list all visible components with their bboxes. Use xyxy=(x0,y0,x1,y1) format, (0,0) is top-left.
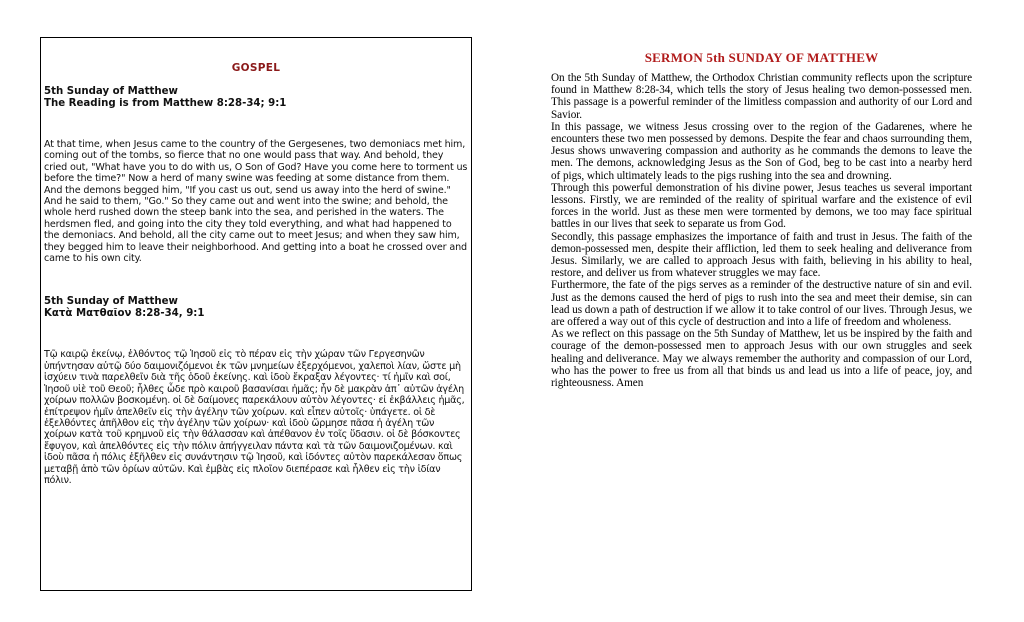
sermon-paragraph: As we reflect on this passage on the 5th Sunday of Matthew, let us be inspired by the faith and courage of the demon-possessed men to approach Jesus with our own struggles and seek healing and deliverance. May we always remember the authority and compassion of our Lord, who has the power to free us from all that binds us and lead us into a life of peace, joy, and righteousness. Amen xyxy=(551,328,972,390)
sermon-title: SERMON 5th SUNDAY OF MATTHEW xyxy=(644,50,879,65)
english-reading-text: At that time, when Jesus came to the country of the Gergesenes, two demoniacs met him, coming out of the tombs, so fierce that no one would pass that way. And behold, they cried out, "What have you to do with us, O Son of God? Have you come here to torment us before the time?" Now a herd of many swine was feeding at some distance from them. And the demons begged him, "If you cast us out, send us away into the herd of swine." And he said to them, "Go." So they came out and went into the swine; and behold, the whole herd rushed down the steep bank into the sea, and perished in the waters. The herdsmen fled, and going into the city they told everything, and what had happened to the demoniacs. And behold, all the city came out to meet Jesus; and when they saw him, they begged him to leave their neighborhood. And getting into a boat he crossed over and came to his own city. xyxy=(44,139,468,265)
greek-heading-day: 5th Sunday of Matthew xyxy=(44,296,178,308)
english-heading-day: 5th Sunday of Matthew xyxy=(44,86,178,97)
sermon-paragraph: Secondly, this passage emphasizes the importance of faith and trust in Jesus. The faith of the demon-possessed men, despite their affliction, led them to seek healing and deliverance from Jesus. Similarly, we are called to approach Jesus with faith, believing in his ability to heal, restore, and deliver us from whatever struggles we may face. xyxy=(551,230,972,280)
gospel-panel xyxy=(40,37,472,591)
sermon-paragraph: In this passage, we witness Jesus crossing over to the region of the Gadarenes, where he encounters these two men possessed by demons. Despite the fear and chaos surrounding them, Jesus shows unwavering compassion and authority as he commands the demons to leave the men. The demons, acknowledging Jesus as the Son of God, beg to be cast into a nearby herd of pigs, which ultimately leads to the pigs rushing into the sea and drowning. xyxy=(551,120,972,182)
sermon-paragraph: Through this powerful demonstration of his divine power, Jesus teaches us several important lessons. Firstly, we are reminded of the reality of spiritual warfare and the existence of evil forces in the world. Just as these men were tormented by demons, we too may face spiritual battles in our lives that seek to separate us from God. xyxy=(551,181,972,231)
greek-reading-text: Τῷ καιρῷ ἐκείνῳ, ἐλθόντος τῷ Ἰησοῦ εἰς τὸ πέραν εἰς τὴν χώραν τῶν Γεργεσηνῶν ὑπήντησαν αὐτῷ δύο δαιμονιζόμενοι ἐκ τῶν μνημείων ἐξερχόμενοι, χαλεποὶ λίαν, ὥστε μὴ ἰσχύειν τινὰ παρελθεῖν διὰ τῆς ὁδοῦ ἐκείνης. καὶ ἰδοὺ ἔκραξαν λέγοντες· τί ἡμῖν καὶ σοί, Ἰησοῦ υἱὲ τοῦ Θεοῦ; ἦλθες ὧδε πρὸ καιροῦ βασανίσαι ἡμᾶς; ἦν δὲ μακρὰν ἀπ᾿ αὐτῶν ἀγέλη χοίρων πολλῶν βοσκομένη. οἱ δὲ δαίμονες παρεκάλουν αὐτὸν λέγοντες· εἰ ἐκβάλλεις ἡμᾶς, ἐπίτρεψον ἡμῖν ἀπελθεῖν εἰς τὴν ἀγέλην τῶν χοίρων. καὶ εἶπεν αὐτοῖς· ὑπάγετε. οἱ δὲ ἐξελθόντες ἀπῆλθον εἰς τὴν ἀγέλην τῶν χοίρων· καὶ ἰδοὺ ὥρμησε πᾶσα ἡ ἀγέλη τῶν χοίρων κατὰ τοῦ κρημνοῦ εἰς τὴν θάλασσαν καὶ ἀπέθανον ἐν τοῖς ὕδασιν. οἱ δὲ βόσκοντες ἔφυγον, καὶ ἀπελθόντες εἰς τὴν πόλιν ἀπήγγειλαν πάντα καὶ τὰ τῶν δαιμονιζομένων. καὶ ἰδοὺ πᾶσα ἡ πόλις ἐξῆλθεν εἰς συνάντησιν τῷ Ἰησοῦ, καὶ ἰδόντες αὐτὸν παρεκάλεσαν ὅπως μεταβῇ ἀπὸ τῶν ὁρίων αὐτῶν. Καὶ ἐμβὰς εἰς πλοῖον διεπέρασε καὶ ἦλθεν εἰς τὴν ἰδίαν πόλιν. xyxy=(44,349,465,486)
greek-heading-reference: Κατὰ Ματθαῖον 8:28-34, 9:1 xyxy=(44,307,205,319)
sermon-paragraph: Furthermore, the fate of the pigs serves as a reminder of the destructive nature of sin and evil. Just as the demons caused the herd of pigs to rush into the sea and meet their demise, sin can lead us down a path of destruction if we allow it to take control of our lives. Through Jesus, we are offered a way out of this cycle of destruction and into a life of freedom and wholeness. xyxy=(551,279,972,329)
sermon-body xyxy=(551,72,972,389)
gospel-title: GOSPEL xyxy=(231,62,281,74)
sermon-section xyxy=(551,50,972,389)
english-heading-reference: The Reading is from Matthew 8:28-34; 9:1 xyxy=(44,97,287,109)
sermon-paragraph: On the 5th Sunday of Matthew, the Orthodox Christian community reflects upon the scripture found in Matthew 8:28-34, which tells the story of Jesus healing two demon-possessed men. This passage is a powerful reminder of the limitless compassion and authority of our Lord and Savior. xyxy=(551,72,972,121)
